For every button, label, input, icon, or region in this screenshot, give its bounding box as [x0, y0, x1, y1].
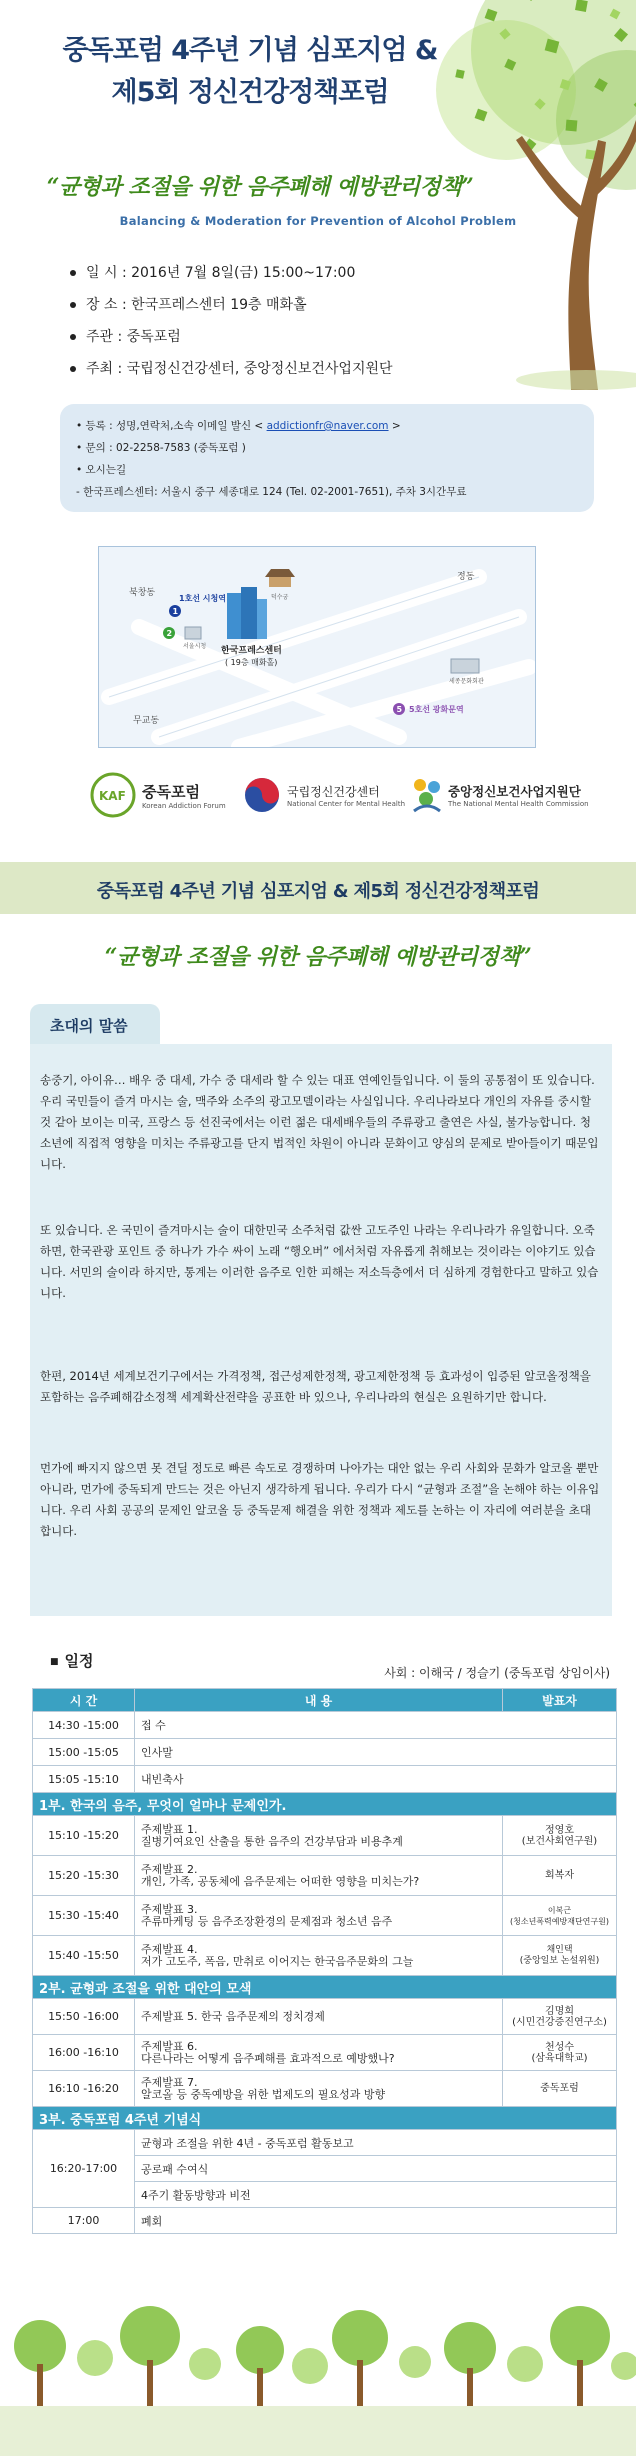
row-content — [135, 2071, 503, 2107]
talk-number: 주제발표 2. — [141, 1862, 198, 1876]
footer-ground — [0, 2406, 636, 2456]
row-content — [135, 1896, 503, 1936]
logo-ncmh-sub: National Center for Mental Health — [287, 799, 406, 808]
hero-title-line1: 중독포럼 4주년 기념 심포지엄 & — [62, 35, 438, 66]
band-title: 중독포럼 4주년 기념 심포지엄 & 제5회 정신건강정책포럼 — [96, 881, 540, 902]
table-row — [33, 1739, 617, 1766]
row-content — [135, 1936, 503, 1976]
talk-number: 주제발표 1. — [141, 1822, 198, 1836]
row-speaker: 중독포럼 — [503, 2071, 617, 2107]
subway-line5-num: 5 — [396, 705, 403, 714]
hero-title-line2: 제5회 정신건강정책포럼 — [111, 77, 389, 108]
row-speaker: 이복근 (청소년폭력예방재단연구원) — [503, 1896, 617, 1936]
event-date: 일 시 : 2016년 7월 8일(금) 15:00~17:00 — [70, 262, 530, 294]
table-row — [33, 1936, 617, 1976]
taegeuk-icon — [242, 775, 282, 815]
row-speaker: 채인택 (중앙일보 논설위원) — [503, 1936, 617, 1976]
directions-line: • 오시는길 — [76, 464, 127, 476]
table-row — [33, 2035, 617, 2071]
row-content: 내빈축사 — [135, 1766, 617, 1793]
map-label-press-center-sub: ( 19층 매화홀) — [225, 658, 278, 667]
sejong-center-building — [451, 659, 479, 673]
talk-title: 주류마케팅 등 음주조장환경의 문제점과 청소년 음주 — [141, 1914, 393, 1928]
talk-title: 다른나라는 어떻게 음주폐해를 효과적으로 예방했나? — [141, 2051, 395, 2065]
invite-paragraph-2: 또 있습니다. 온 국민이 즐겨마시는 술이 대한민국 소주처럼 값싼 고도주인 나라는 우리나라가 유일합니다. 오죽하면, 한국관광 포인트 중 하나가 가수 싸이 노래 “행오버” 에서처럼 자유롭게 취해보는 것이라는 이야기도 있습니다. 서민의 술이라 하지만, 통계는 이러한 음주로 인한 피해는 저소득층에서 더 심하게 경험한다고 말하고 있습니다. — [40, 1223, 599, 1300]
logo-ncmh-name: 국립정신건강센터 — [287, 784, 380, 799]
subway-line2-num: 2 — [166, 629, 173, 638]
nmhc-logo-mark — [410, 775, 444, 815]
row-time: 16:10 -16:20 — [33, 2071, 135, 2107]
register-suffix: > — [391, 420, 401, 432]
talk-title: 개인, 가족, 공동체에 음주문제는 어떠한 영향을 미치는가? — [141, 1874, 420, 1888]
logo-kaf-name: 중독포럼 — [142, 782, 200, 801]
section-title-3: 3부. 중독포럼 4주년 기념식 — [33, 2107, 617, 2130]
subway-line1-num: 1 — [172, 607, 179, 616]
footer-decoration — [0, 2286, 636, 2456]
talk-title: 질병기여요인 산출을 통한 음주의 건강부담과 비용추계 — [141, 1834, 403, 1848]
row-speaker: 회복자 — [503, 1856, 617, 1896]
logo-ncmh — [242, 772, 405, 818]
talk-number: 주제발표 6. — [141, 2039, 198, 2053]
kaf-logo-text: KAF — [99, 789, 126, 803]
title-band — [0, 862, 636, 914]
schedule-header-row — [33, 1689, 617, 1712]
map-label-city-hall: 서울시청 — [183, 643, 207, 650]
map-label-deoksugung: 덕수궁 — [271, 594, 289, 601]
map-label-mugyo: 무교동 — [133, 716, 160, 726]
logo-kaf-sub: Korean Addiction Forum — [142, 801, 226, 810]
invite-paragraph-4: 먼가에 빠지지 않으면 못 견딜 정도로 빠른 속도로 경쟁하며 나아가는 대안 없는 우리 사회와 문화가 알코올 뿐만 아니라, 먼가에 중독되게 만드는 것은 아닌지 생각하게 됩니다. 우리가 다시 “균형과 조절”을 논해야 하는 이유입니다. 우리 사회 공공의 문제인 알코올 등 중독문제 해결을 위한 정책과 제도를 논하는 이 자리에 여러분을 초대합니다. — [40, 1461, 600, 1538]
invite-paragraph-3: 한편, 2014년 세계보건기구에서는 가격정책, 접근성제한정책, 광고제한정책 등 효과성이 입증된 알코올정책을 포함하는 음주폐해감소정책 세계확산전략을 공표한 바 있으나, 우리나라의 현실은 요원하기만 합니다. — [40, 1369, 591, 1404]
section-title-1: 1부. 한국의 음주, 무엇이 얼마나 문제인가. — [33, 1793, 617, 1816]
invite-tab — [30, 1004, 160, 1044]
address-line: - 한국프레스센터: 서울시 중구 세종대로 124 (Tel. 02-2001-7651), 주차 3시간무료 — [76, 486, 467, 498]
talk-title: 알코올 등 중독예방을 위한 법제도의 필요성과 방향 — [141, 2087, 386, 2101]
event-info-list — [70, 262, 530, 390]
row-content: 공로패 수여식 — [135, 2156, 617, 2182]
hero-slogan: “균형과 조절을 위한 음주폐해 예방관리정책” — [46, 174, 474, 200]
row-content — [135, 1999, 503, 2035]
talk-number: 주제발표 7. — [141, 2075, 198, 2089]
hero-slogan-english: Balancing & Moderation for Prevention of Alcohol Problem — [119, 214, 517, 228]
row-speaker: 천성수 (삼육대학교) — [503, 2035, 617, 2071]
row-speaker: 정영호 (보건사회연구원) — [503, 1816, 617, 1856]
row-time: 15:10 -15:20 — [33, 1816, 135, 1856]
row-time: 16:20-17:00 — [33, 2130, 135, 2208]
logo-nmhc — [410, 772, 589, 818]
logo-kaf — [90, 772, 226, 818]
row-time: 15:50 -16:00 — [33, 1999, 135, 2035]
talk-number: 주제발표 3. — [141, 1902, 198, 1916]
band-slogan: “균형과 조절을 위한 음주폐해 예방관리정책” — [104, 944, 532, 970]
logo-nmhc-name: 중앙정신보건사업지원단 — [448, 784, 581, 799]
logo-row — [0, 772, 636, 818]
event-host: 주최 : 국립정신건강센터, 중앙정신보건사업지원단 — [70, 358, 530, 390]
city-hall-building — [185, 627, 201, 639]
row-content: 접 수 — [135, 1712, 617, 1739]
row-content: 인사말 — [135, 1739, 617, 1766]
col-content: 내 용 — [135, 1689, 503, 1712]
section-row-3 — [33, 2107, 617, 2130]
talk-number: 주제발표 5. 한국 음주문제의 정치경제 — [141, 2009, 325, 2023]
invite-heading: 초대의 말씀 — [50, 1017, 128, 1035]
event-venue: 장 소 : 한국프레스센터 19층 매화홀 — [70, 294, 530, 326]
row-time: 17:00 — [33, 2208, 135, 2234]
row-content — [135, 1856, 503, 1896]
row-content — [135, 1816, 503, 1856]
contact-box — [60, 404, 594, 512]
row-time: 15:30 -15:40 — [33, 1896, 135, 1936]
table-row — [33, 2130, 617, 2156]
row-time: 16:00 -16:10 — [33, 2035, 135, 2071]
kaf-logo-mark — [90, 772, 136, 818]
row-content — [135, 2035, 503, 2071]
row-speaker: 김명희 (시민건강증진연구소) — [503, 1999, 617, 2035]
map-label-press-center: 한국프레스센터 — [221, 646, 282, 656]
col-time: 시 간 — [33, 1689, 135, 1712]
schedule-moderator: 사회 : 이해국 / 정슬기 (중독포럼 상임이사) — [384, 1666, 610, 1680]
invite-paragraph-1: 송중기, 아이유… 배우 중 대세, 가수 중 대세라 할 수 있는 대표 연예인들입니다. 이 둘의 공통점이 또 있습니다. 우리 국민들이 즐겨 마시는 술, 맥주와 소주의 광고모델이라는 사실입니다. 우리나라보다 개인의 자유를 중시할 것 같아 보이는 미국, 프랑스 등 선진국에서는 이런 젊은 대세배우들의 주류광고 출연은 사실, 불가능합니다. 청소년에 직접적 영향을 미치는 주류광고를 단지 법적인 차원이 아니라 문화이고 양심의 문제로 받아들이기 때문입니다. — [40, 1073, 599, 1171]
map-label-bukchang: 북창동 — [129, 588, 156, 598]
table-row — [33, 1999, 617, 2035]
row-time: 15:20 -15:30 — [33, 1856, 135, 1896]
register-email-link[interactable]: addictionfr@naver.com — [266, 420, 389, 432]
row-time: 15:05 -15:10 — [33, 1766, 135, 1793]
event-organizer: 주관 : 중독포럼 — [70, 326, 530, 358]
section-row-1 — [33, 1793, 617, 1816]
talk-number: 주제발표 4. — [141, 1942, 198, 1956]
map-label-line5: 5호선 광화문역 — [409, 705, 464, 714]
table-row — [33, 1712, 617, 1739]
table-row — [33, 1856, 617, 1896]
logo-nmhc-sub: The National Mental Health Commission — [448, 800, 589, 808]
col-speaker: 발표자 — [503, 1689, 617, 1712]
location-map — [98, 546, 536, 748]
register-prefix: • 등록 : 성명,연락처,소속 이메일 발신 < — [76, 420, 264, 432]
section-row-2 — [33, 1976, 617, 1999]
row-content: 4주기 활동방향과 비전 — [135, 2182, 617, 2208]
schedule-table — [32, 1688, 617, 2234]
row-time: 15:00 -15:05 — [33, 1739, 135, 1766]
row-time: 15:40 -15:50 — [33, 1936, 135, 1976]
schedule-heading: ■ 일정 — [50, 1650, 94, 1671]
talk-title: 저가 고도주, 폭음, 만취로 이어지는 한국음주문화의 그늘 — [141, 1954, 414, 1968]
table-row — [33, 1816, 617, 1856]
deoksugung-building — [265, 569, 295, 587]
section-title-2: 2부. 균형과 조절을 위한 대안의 모색 — [33, 1976, 617, 1999]
row-time: 14:30 -15:00 — [33, 1712, 135, 1739]
table-row — [33, 1766, 617, 1793]
inquiry-line: • 문의 : 02-2258-7583 (중독포럼 ) — [76, 442, 246, 454]
map-graphic — [99, 547, 535, 747]
table-row — [33, 2208, 617, 2234]
map-label-jeongdong: 정동 — [457, 572, 475, 582]
row-content: 폐회 — [135, 2208, 617, 2234]
map-label-line1: 1호선 시청역 — [179, 594, 226, 603]
map-label-sejong: 세종문화회관 — [449, 678, 484, 685]
table-row — [33, 1896, 617, 1936]
register-line — [76, 418, 401, 433]
row-content: 균형과 조절을 위한 4년 - 중독포럼 활동보고 — [135, 2130, 617, 2156]
hero-section — [0, 0, 636, 830]
table-row — [33, 2071, 617, 2107]
invite-box — [30, 1044, 612, 1616]
